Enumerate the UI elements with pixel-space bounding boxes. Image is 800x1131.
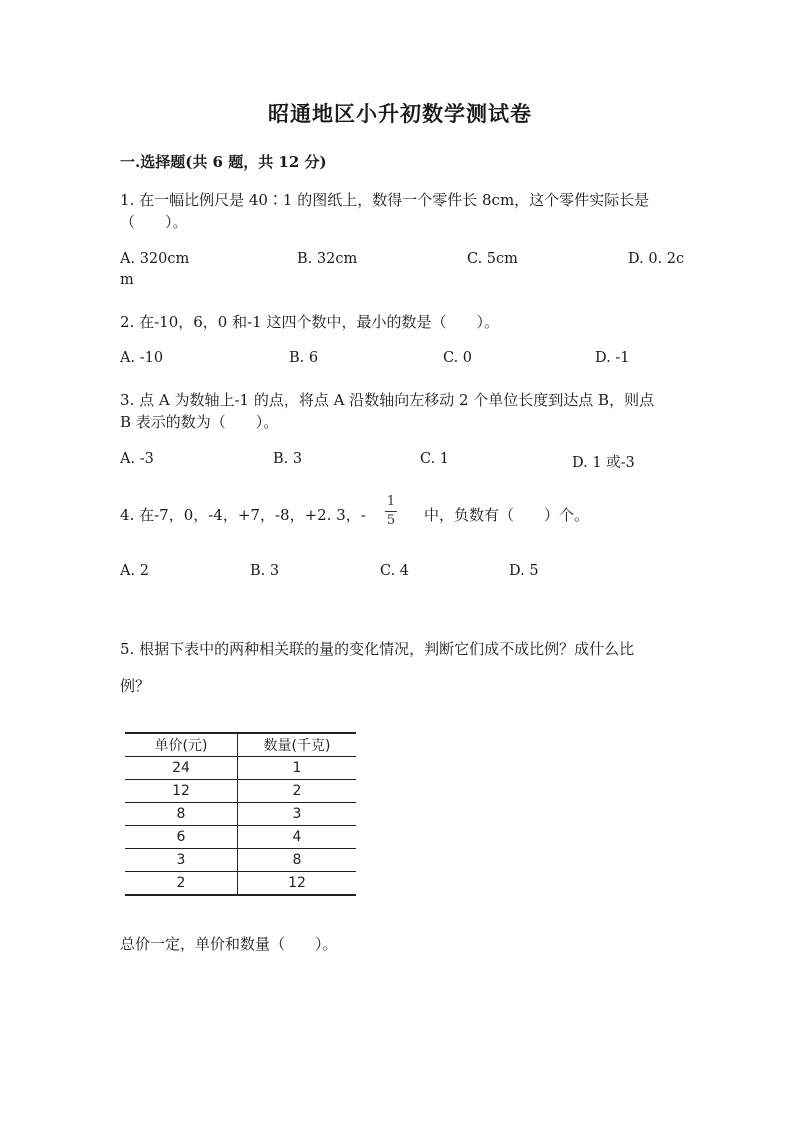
question-4-option-a: A. 2 bbox=[120, 563, 149, 579]
table-header-row bbox=[125, 733, 356, 757]
question-2-option-c: C. 0 bbox=[443, 350, 473, 366]
table-row bbox=[125, 757, 356, 780]
question-5-text-cont: 例？ bbox=[120, 677, 151, 695]
question-1-option-d-wrap: m bbox=[120, 272, 134, 288]
fraction-bar bbox=[385, 511, 397, 512]
question-2-option-b: B. 6 bbox=[289, 350, 319, 366]
table-header-quantity: 数量(千克) bbox=[238, 733, 357, 757]
table-cell-quantity: 8 bbox=[238, 849, 357, 872]
table-cell-price: 3 bbox=[125, 849, 238, 872]
table-cell-price: 6 bbox=[125, 826, 238, 849]
question-2-text: 2. 在-10，6，0 和-1 这四个数中，最小的数是（ ）。 bbox=[120, 313, 499, 331]
question-5-text: 5. 根据下表中的两种相关联的量的变化情况，判断它们成不成比例？成什么比 bbox=[120, 640, 635, 658]
table-row bbox=[125, 826, 356, 849]
question-3-text: 3. 点 A 为数轴上-1 的点，将点 A 沿数轴向左移动 2 个单位长度到达点 B，则点 bbox=[120, 391, 655, 409]
question-3-option-b: B. 3 bbox=[273, 451, 303, 467]
page-title: 昭通地区小升初数学测试卷 bbox=[268, 101, 532, 126]
fraction-denominator: 5 bbox=[386, 513, 396, 528]
table-cell-quantity: 4 bbox=[238, 826, 357, 849]
table-cell-price: 2 bbox=[125, 872, 238, 896]
table-cell-price: 24 bbox=[125, 757, 238, 780]
question-4-text-cont: 中，负数有（ ）个。 bbox=[424, 506, 590, 524]
question-1-option-a: A. 320cm bbox=[120, 251, 190, 267]
section-heading: 一.选择题(共 6 题，共 12 分) bbox=[120, 153, 327, 171]
table-row bbox=[125, 849, 356, 872]
table-cell-quantity: 12 bbox=[238, 872, 357, 896]
table-cell-price: 12 bbox=[125, 780, 238, 803]
question-1-text-cont: （ ）。 bbox=[120, 213, 188, 231]
question-3-option-d: D. 1 或-3 bbox=[572, 455, 635, 471]
price-quantity-table bbox=[125, 732, 356, 896]
table-row bbox=[125, 803, 356, 826]
table-cell-quantity: 1 bbox=[238, 757, 357, 780]
table-cell-price: 8 bbox=[125, 803, 238, 826]
question-3-option-c: C. 1 bbox=[420, 451, 450, 467]
question-3-text-cont: B 表示的数为（ ）。 bbox=[120, 413, 279, 431]
question-1-option-c: C. 5cm bbox=[467, 251, 518, 267]
question-1-text: 1. 在一幅比例尺是 40∶1 的图纸上，数得一个零件长 8cm，这个零件实际长是 bbox=[120, 191, 650, 209]
fraction-numerator: 1 bbox=[386, 494, 396, 509]
question-4-option-c: C. 4 bbox=[380, 563, 410, 579]
question-4-text: 4. 在-7，0，-4，+7，-8，+2. 3，- bbox=[120, 506, 366, 524]
question-4-option-b: B. 3 bbox=[250, 563, 280, 579]
table-row bbox=[125, 872, 356, 896]
question-1-option-d: D. 0. 2c bbox=[628, 251, 685, 267]
table-cell-quantity: 2 bbox=[238, 780, 357, 803]
question-4-option-d: D. 5 bbox=[509, 563, 539, 579]
fraction-one-fifth bbox=[385, 495, 397, 528]
question-3-option-a: A. -3 bbox=[120, 451, 154, 467]
question-5-blank-statement: 总价一定，单价和数量（ ）。 bbox=[120, 935, 338, 953]
question-1-option-b: B. 32cm bbox=[297, 251, 358, 267]
table-row bbox=[125, 780, 356, 803]
question-2-option-d: D. -1 bbox=[595, 350, 630, 366]
table-header-unit-price: 单价(元) bbox=[125, 733, 238, 757]
question-2-option-a: A. -10 bbox=[120, 350, 164, 366]
table-cell-quantity: 3 bbox=[238, 803, 357, 826]
